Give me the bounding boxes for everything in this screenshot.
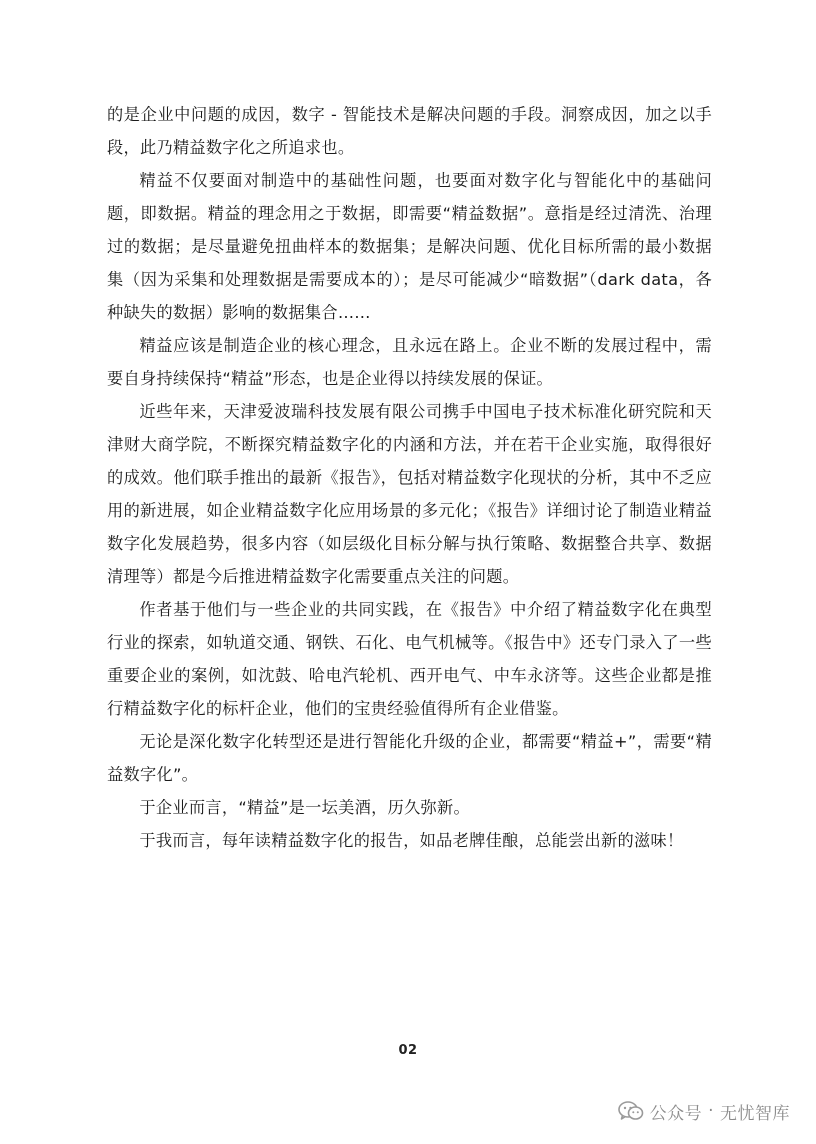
paragraph: 于企业而言，“精益”是一坛美酒，历久弥新。	[139, 798, 471, 817]
paragraph: 近些年来，天津爱波瑞科技发展有限公司携手中国电子技术标准化研究院和天津财大商学院，不断探究精益数字化的内涵和方法，并在若干企业实施，取得很好的成效。他们联手推出的最新《报告》，包括对精益数字化现状的分析，其中不乏应用的新进展，如企业精益数字化应用场景的多元化；《报告》详细讨论了制造业精益数字化发展趋势，很多内容（如层级化目标分解与执行策略、数据整合共享、数据清理等）都是今后推进精益数字化需要重点关注的问题。	[107, 402, 712, 586]
paragraph: 作者基于他们与一些企业的共同实践，在《报告》中介绍了精益数字化在典型行业的探索，如轨道交通、钢铁、石化、电气机械等。《报告中》还专门录入了一些重要企业的案例，如沈鼓、哈电汽轮机、西开电气、中车永济等。这些企业都是推行精益数字化的标杆企业，他们的宝贵经验值得所有企业借鉴。	[107, 600, 712, 718]
page-number: 02	[398, 1043, 418, 1058]
paragraph: 的是企业中问题的成因，数字 - 智能技术是解决问题的手段。洞察成因，加之以手段，此乃精益数字化之所追求也。	[107, 105, 712, 157]
watermark-label: 公众号	[649, 1103, 703, 1124]
paragraph: 无论是深化数字化转型还是进行智能化升级的企业，都需要“精益+”，需要“精益数字化”。	[107, 732, 712, 784]
wechat-watermark	[618, 1097, 790, 1125]
wechat-icon	[618, 1101, 644, 1121]
paragraph: 精益不仅要面对制造中的基础性问题，也要面对数字化与智能化中的基础问题，即数据。精益的理念用之于数据，即需要“精益数据”。意指是经过清洗、治理过的数据；是尽量避免扭曲样本的数据集；是解决问题、优化目标所需的最小数据集（因为采集和处理数据是需要成本的）；是尽可能减少“暗数据”（dark data，各种缺失的数据）影响的数据集合……	[107, 171, 712, 322]
watermark-separator: ·	[708, 1101, 714, 1121]
paragraph: 精益应该是制造企业的核心理念，且永远在路上。企业不断的发展过程中，需要自身持续保持“精益”形态，也是企业得以持续发展的保证。	[107, 336, 712, 388]
paragraph: 于我而言，每年读精益数字化的报告，如品老牌佳酿，总能尝出新的滋味！	[139, 831, 684, 850]
watermark-account: 无忧智库	[720, 1103, 790, 1124]
document-body	[107, 98, 712, 857]
